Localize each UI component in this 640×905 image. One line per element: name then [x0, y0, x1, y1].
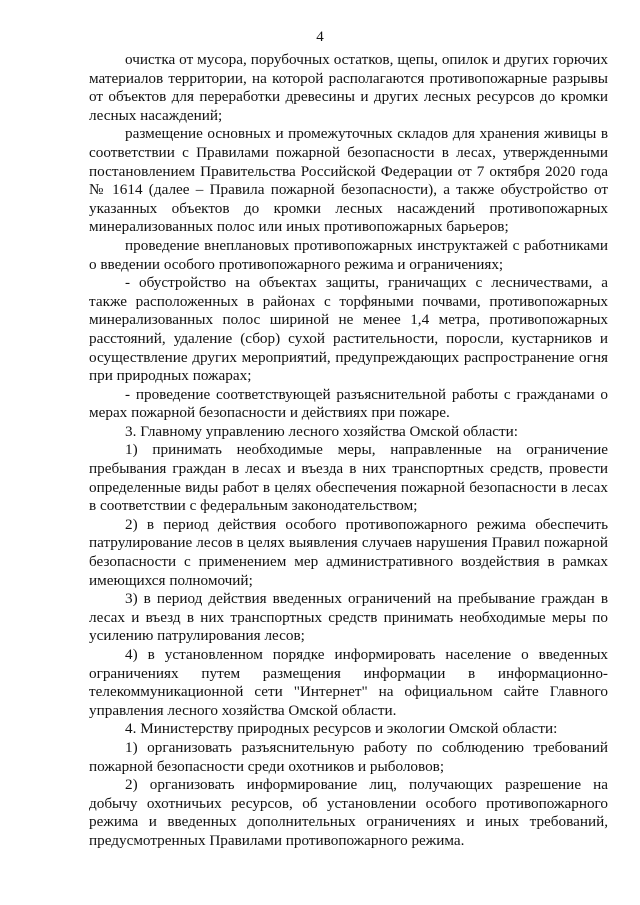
page-number: 4 — [316, 29, 324, 45]
section-3-item-1: 1) принимать необходимые меры, направленные на ограничение пребывания граждан в лесах и въезда в них транспортных средств, провести определенные виды работ в целях обеспечения пожарной безопасности в лесах в соответствии с федеральным законодательством; — [89, 441, 608, 515]
paragraph-fire-briefings: проведение внеплановых противопожарных инструктажей с работниками о введении особого противопожарного режима и ограничениях; — [89, 236, 608, 273]
section-4-item-2: 2) организовать информирование лиц, получающих разрешение на добычу охотничьих ресурсов, об установлении особого противопожарного режима и введенных дополнительных ограничениях и иных требований, предусмотренных Правилами противопожарного режима. — [89, 776, 608, 849]
document-body — [89, 51, 608, 851]
section-3-item-3: 3) в период действия введенных ограничений на пребывание граждан в лесах и въезд в них транспортных средств принимать необходимые меры по усилению патрулирования лесов; — [89, 590, 608, 645]
paragraph-mineralized-strips: - обустройство на объектах защиты, граничащих с лесничествами, а также расположенных в районах с торфяными почвами, противопожарных минерализованных полос шириной не менее 1,4 метра, противопожарных расстояний, удаление (сбор) сухой растительности, поросли, кустарников и осуществление других мероприятий, предупреждающих распространение огня при природных пожарах; — [89, 274, 608, 385]
paragraph-outreach-work: - проведение соответствующей разъяснительной работы с гражданами о мерах пожарной безопасности и действиях при пожаре. — [89, 385, 608, 422]
section-4-heading: 4. Министерству природных ресурсов и экологии Омской области: — [125, 720, 558, 738]
section-4-item-1: 1) организовать разъяснительную работу по соблюдению требований пожарной безопасности среди охотников и рыболовов; — [89, 738, 608, 775]
section-3-heading: 3. Главному управлению лесного хозяйства Омской области: — [125, 422, 518, 440]
paragraph-debris-cleanup: очистка от мусора, порубочных остатков, щепы, опилок и других горючих материалов территории, на которой располагаются противопожарные разрывы от объектов для переработки древесины и других лесных ресурсов до кромки лесных насаждений; — [89, 51, 608, 124]
section-3-item-2: 2) в период действия особого противопожарного режима обеспечить патрулирование лесов в целях выявления случаев нарушения Правил пожарной безопасности с применением мер административного воздействия в рамках имеющихся полномочий; — [89, 515, 608, 589]
paragraph-resin-warehouses: размещение основных и промежуточных складов для хранения живицы в соответствии с Правилами пожарной безопасности в лесах, утвержденными постановлением Правительства Российской Федерации от 7 октября 2020 года № 1614 (далее – Правила пожарной безопасности), а также обустройство от указанных объектов до кромки лесных насаждений противопожарных минерализованных полос или иных противопожарных барьеров; — [89, 125, 608, 236]
section-3-item-4: 4) в установленном порядке информировать население о введенных ограничениях путем размещения информации в информационно-телекоммуникационной сети "Интернет" на официальном сайте Главного управления лесного хозяйства Омской области. — [89, 646, 608, 719]
